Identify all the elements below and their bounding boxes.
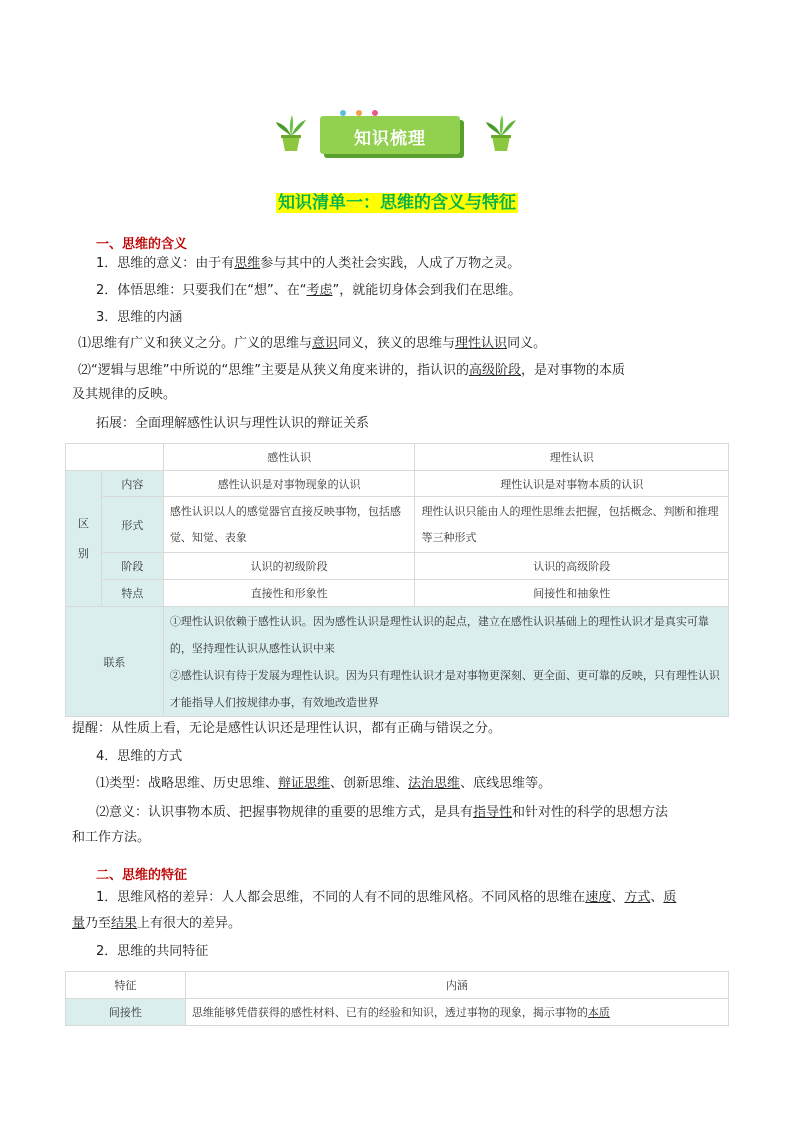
section-title: 知识清单一：思维的含义与特征	[278, 193, 516, 213]
row-label: 形式	[101, 497, 163, 553]
row-label-link: 联系	[66, 607, 164, 717]
para-broad-narrow: ⑴思维有广义和狭义之分。广义的思维与意识同义，狭义的思维与理性认识同义。	[78, 336, 547, 351]
row-label: 阶段	[101, 553, 163, 580]
para-significance-mode: ⑵意义：认识事物本质、把握事物规律的重要的思维方式，是具有指导性和针对性的科学的思想方法	[96, 805, 669, 820]
plant-icon-left	[274, 114, 308, 152]
para-extension: 拓展：全面理解感性认识与理性认识的辩证关系	[96, 416, 370, 431]
link-cell: ①理性认识依赖于感性认识。因为感性认识是理性认识的起点，建立在感性认识基础上的理性认识才是真实可靠的，坚持理性认识从感性认识中来 ②感性认识有待于发展为理性认识。因为只有理性认识才是对事物更深刻、更全面、更可靠的反映，只有理性认识才能指导人们按规律办事，有效地改造世界	[163, 607, 728, 717]
features-table	[65, 971, 729, 1026]
para-significance: 1．思维的意义：由于有思维参与其中的人类社会实践，人成了万物之灵。	[96, 256, 521, 271]
para-types: ⑴类型：战略思维、历史思维、辩证思维、创新思维、法治思维、底线思维等。	[96, 776, 552, 791]
col-header-rational: 理性认识	[415, 444, 729, 471]
table-cell: 理性认识是对事物本质的认识	[415, 471, 729, 497]
heading-features: 二、思维的特征	[96, 868, 188, 883]
col-header-content: 内涵	[185, 972, 728, 999]
group-label-difference: 区别	[66, 471, 102, 607]
knowledge-banner	[320, 114, 468, 156]
col-header-feature: 特征	[66, 972, 186, 999]
plant-icon-right	[484, 114, 518, 152]
para-modes-heading: 4．思维的方式	[96, 749, 183, 764]
comparison-table	[65, 443, 729, 717]
table-cell: 感性认识是对事物现象的认识	[163, 471, 415, 497]
heading-meaning: 一、思维的含义	[96, 237, 188, 252]
table-cell: 认识的初级阶段	[163, 553, 415, 580]
para-reminder: 提醒：从性质上看，无论是感性认识还是理性认识，都有正确与错误之分。	[72, 721, 502, 736]
row-label-indirect: 间接性	[66, 999, 186, 1026]
table-cell: 直接性和形象性	[163, 580, 415, 607]
table-cell: 感性认识以人的感觉器官直接反映事物，包括感觉、知觉、表象	[163, 497, 415, 553]
para-significance-mode-cont: 和工作方法。	[72, 830, 151, 845]
row-label: 特点	[101, 580, 163, 607]
table-cell: 认识的高级阶段	[415, 553, 729, 580]
col-header-perceptual: 感性认识	[163, 444, 415, 471]
para-logic-thinking: ⑵“逻辑与思维”中所说的“思维”主要是从狭义角度来讲的，指认识的高级阶段，是对事物的本质	[78, 363, 625, 378]
para-experience: 2．体悟思维：只要我们在“想”、在“考虑”，就能切身体会到我们在思维。	[96, 283, 522, 298]
table-cell: 间接性和抽象性	[415, 580, 729, 607]
para-connotation-heading: 3．思维的内涵	[96, 310, 183, 325]
para-style-difference: 1．思维风格的差异：人人都会思维，不同的人有不同的思维风格。不同风格的思维在速度、方式、质	[96, 890, 677, 905]
table-cell: 理性认识只能由人的理性思维去把握，包括概念、判断和推理等三种形式	[415, 497, 729, 553]
para-style-difference-cont: 量乃至结果上有很大的差异。	[72, 916, 242, 931]
row-label: 内容	[101, 471, 163, 497]
para-logic-thinking-cont: 及其规律的反映。	[72, 387, 177, 402]
table-cell: 思维能够凭借获得的感性材料、已有的经验和知识，透过事物的现象，揭示事物的本质	[185, 999, 728, 1026]
banner-title: 知识梳理	[354, 129, 426, 149]
para-common-features: 2．思维的共同特征	[96, 944, 209, 959]
